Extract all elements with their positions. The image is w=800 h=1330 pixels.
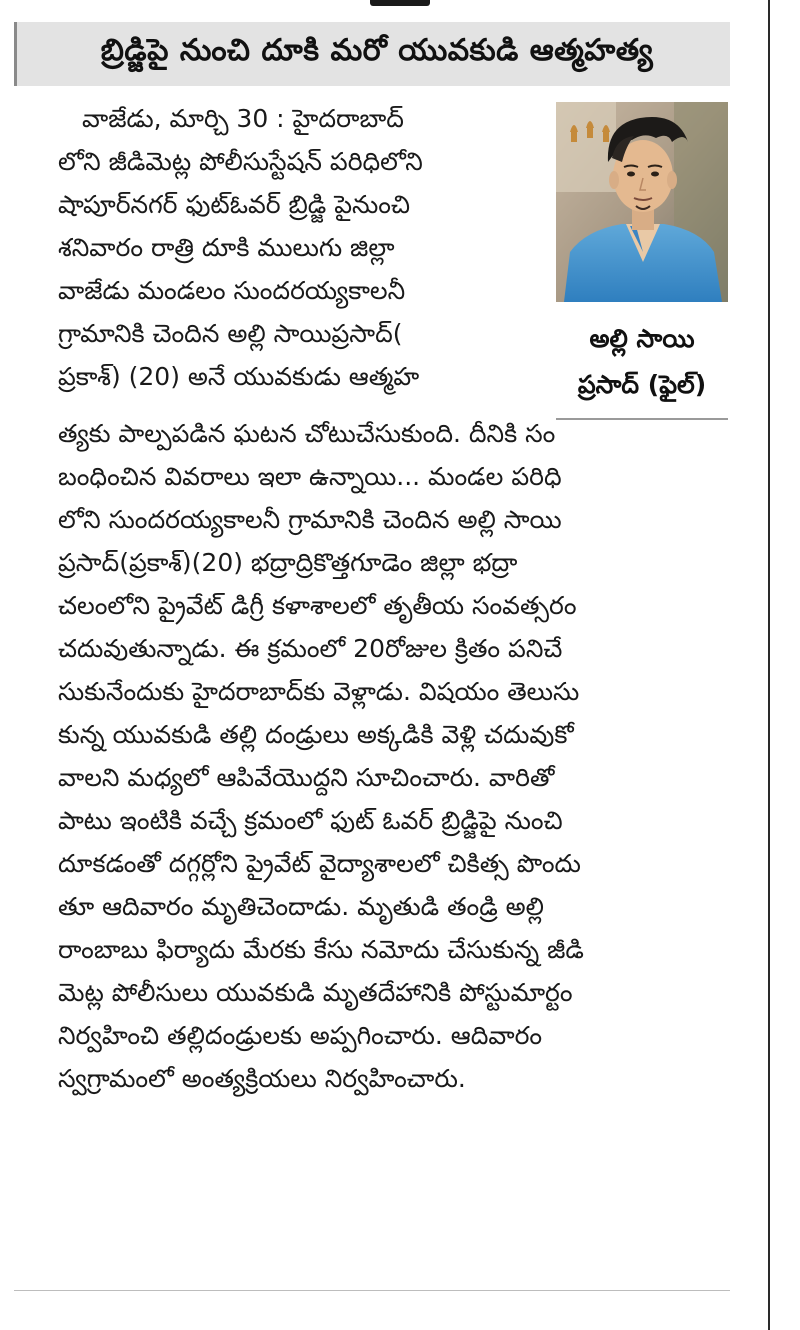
body-line: సుకునేందుకు హైదరాబాద్‌కు వెళ్లాడు. విషయం తెలుసు (58, 677, 580, 706)
photo-caption-file-label: ప్రసాద్ (ఫైల్) (577, 370, 707, 399)
article-headline: బ్రిడ్జిపై నుంచి దూకి మరో యువకుడి ఆత్మహత్య (100, 33, 654, 68)
body-line: షాపూర్‌నగర్ ఫుట్‌ఓవర్ బ్రిడ్జి పైనుంచి (58, 190, 411, 219)
photo-caption-name: అల్లి సాయి (589, 324, 695, 353)
body-line: త్యకు పాల్పపడిన ఘటన చోటుచేసుకుంది. దీనికి సం (58, 419, 556, 448)
body-line: చలంలోని ప్రైవేట్ డిగ్రీ కళాశాలలో తృతీయ సంవత్సరం (58, 591, 577, 620)
top-edge-mark (370, 0, 430, 6)
headline-accent-rule (14, 22, 17, 86)
body-line: స్వగ్రామంలో అంత్యక్రియలు నిర్వహించారు. (58, 1064, 466, 1093)
body-line: నిర్వహించి తల్లిదండ్రులకు అప్పగించారు. ఆదివారం (58, 1021, 543, 1050)
body-line: లోని సుందరయ్యకాలనీ గ్రామానికి చెందిన అల్లి సాయి (58, 505, 562, 534)
person-photo (556, 102, 728, 302)
bottom-divider (14, 1290, 730, 1291)
body-line: లోని జీడిమెట్ల పోలీసుస్టేషన్ పరిధిలోని (58, 147, 423, 176)
body-line: రాంబాబు ఫిర్యాదు మేరకు కేసు నమోదు చేసుకున్న జీడి (58, 935, 584, 964)
body-line: ప్రసాద్(ప్రకాశ్)(20) భద్రాద్రికొత్తగూడెం జిల్లా భద్రా (58, 548, 518, 577)
body-line: గ్రామానికి చెందిన అల్లి సాయిప్రసాద్( (58, 319, 403, 348)
photo-caption (556, 316, 728, 416)
body-line: ప్రకాశ్) (20) అనే యువకుడు ఆత్మహ (58, 362, 420, 391)
body-line: దూకడంతో దగ్గర్లోని ప్రైవేట్ వైద్యాశాలలో చికిత్స పొందు (58, 849, 581, 878)
column-divider (768, 0, 770, 1330)
body-line: వాజేడు, మార్చి 30 : హైదరాబాద్ (82, 104, 404, 133)
body-line: శనివారం రాత్రి దూకి ములుగు జిల్లా (58, 233, 395, 262)
body-line: పాటు ఇంటికి వచ్చే క్రమంలో ఫుట్ ఓవర్ బ్రిడ్జిపై నుంచి (58, 806, 563, 835)
body-line: బంధించిన వివరాలు ఇలా ఉన్నాయి... మండల పరిధి (58, 462, 562, 491)
body-line: చదువుతున్నాడు. ఈ క్రమంలో 20రోజుల క్రితం పనిచే (58, 634, 563, 663)
body-line: తూ ఆదివారం మృతిచెందాడు. మృతుడి తండ్రి అల్లి (58, 892, 545, 921)
body-line: మెట్ల పోలీసులు యువకుడి మృతదేహానికి పోస్టుమార్టం (58, 978, 573, 1007)
body-line: వాజేడు మండలం సుందరయ్యకాలనీ (58, 276, 406, 305)
body-line: వాలని మధ్యలో ఆపివేయొద్దని సూచించారు. వారితో (58, 763, 555, 792)
body-line: కున్న యువకుడి తల్లి దండ్రులు అక్కడికి వెళ్లి చదువుకో (58, 720, 574, 749)
